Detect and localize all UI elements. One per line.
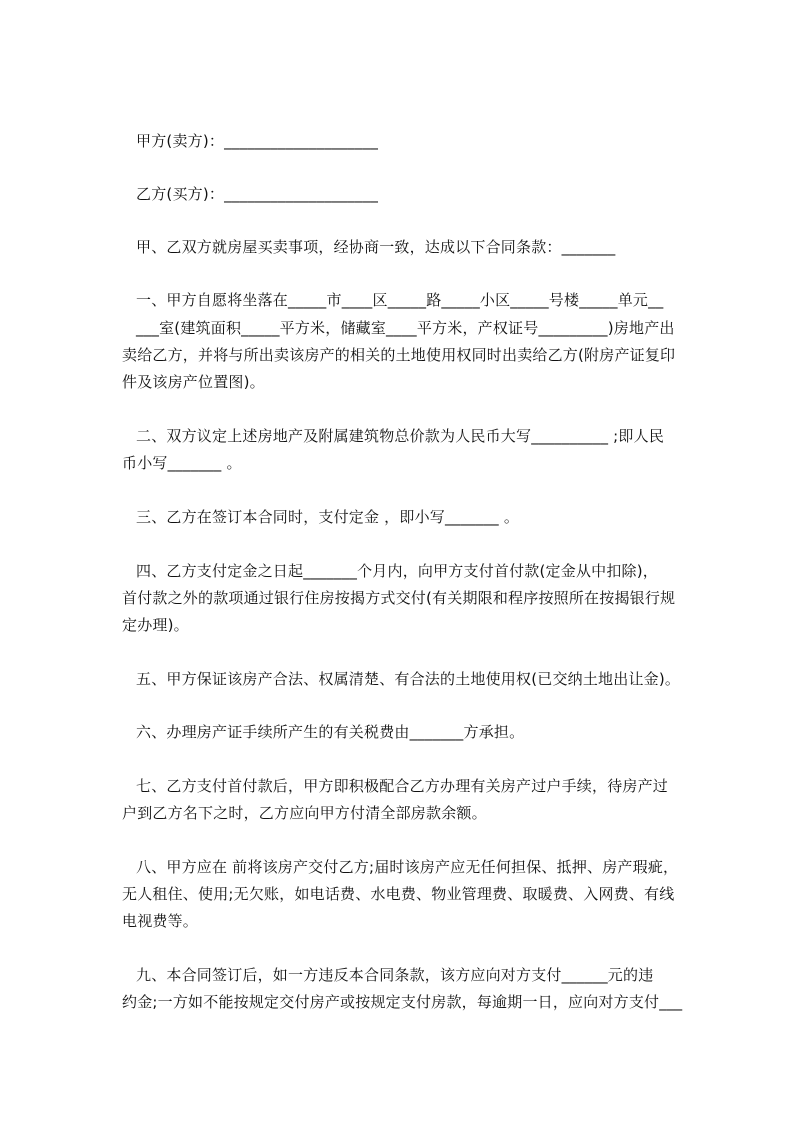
clause-9-line-1: 九、本合同签订后，如一方违反本合同条款，该方应向对方支付______元的违 <box>136 966 654 984</box>
clause-1-line-1: 一、甲方自愿将坐落在_____市____区_____路_____小区_____号楼_____单元__ <box>136 291 664 309</box>
clause-8-line-3: 电视费等。 <box>122 912 199 930</box>
clause-4-line-2: 首付款之外的款项通过银行住房按揭方式交付(有关期限和程序按照所在按揭银行规 <box>122 589 676 607</box>
clause-6-line-1: 六、办理房产证手续所产生的有关税费由_______方承担。 <box>136 723 525 741</box>
party-b-line: 乙方(买方)：____________________ <box>136 185 379 203</box>
clause-3-line-1: 三、乙方在签订本合同时，支付定金 ，即小写_______ 。 <box>136 508 520 526</box>
clause-8-line-2: 无人租住、使用;无欠账，如电话费、水电费、物业管理费、取暖费、入网费、有线 <box>122 885 675 903</box>
party-a-line: 甲方(卖方)：____________________ <box>136 132 379 150</box>
clause-4-line-3: 定办理)。 <box>122 616 189 634</box>
clause-1-line-4: 件及该房产位置图)。 <box>122 373 265 391</box>
clause-7-line-2: 户到乙方名下之时，乙方应向甲方付清全部房款余额。 <box>122 804 487 822</box>
clause-1-line-2: ___室(建筑面积_____平方米，储藏室____平方米，产权证号_________)房地产出 <box>136 319 675 337</box>
clause-8-line-1: 八、甲方应在 前将该房产交付乙方;届时该房产应无任何担保、抵押、房产瑕疵， <box>136 858 679 876</box>
clause-2-line-1: 二、双方议定上述房地产及附属建筑物总价款为人民币大写__________ ;即人民 <box>136 427 665 445</box>
clause-7-line-1: 七、乙方支付首付款后，甲方即积极配合乙方办理有关房产过户手续，待房产过 <box>136 777 669 795</box>
clause-9-line-2: 约金;一方如不能按规定交付房产或按规定支付房款，每逾期一日，应向对方支付___ <box>122 993 683 1011</box>
clause-1-line-3: 卖给乙方，并将与所出卖该房产的相关的土地使用权同时出卖给乙方(附房产证复印 <box>122 346 676 364</box>
clause-2-line-2: 币小写_______ 。 <box>122 454 242 472</box>
clause-5-line-1: 五、甲方保证该房产合法、权属清楚、有合法的土地使用权(已交纳土地出让金)。 <box>136 670 681 688</box>
clause-4-line-1: 四、乙方支付定金之日起_______个月内，向甲方支付首付款(定金从中扣除)， <box>136 562 659 580</box>
intro-paragraph: 甲、乙双方就房屋买卖事项，经协商一致，达成以下合同条款：_______ <box>136 238 616 256</box>
